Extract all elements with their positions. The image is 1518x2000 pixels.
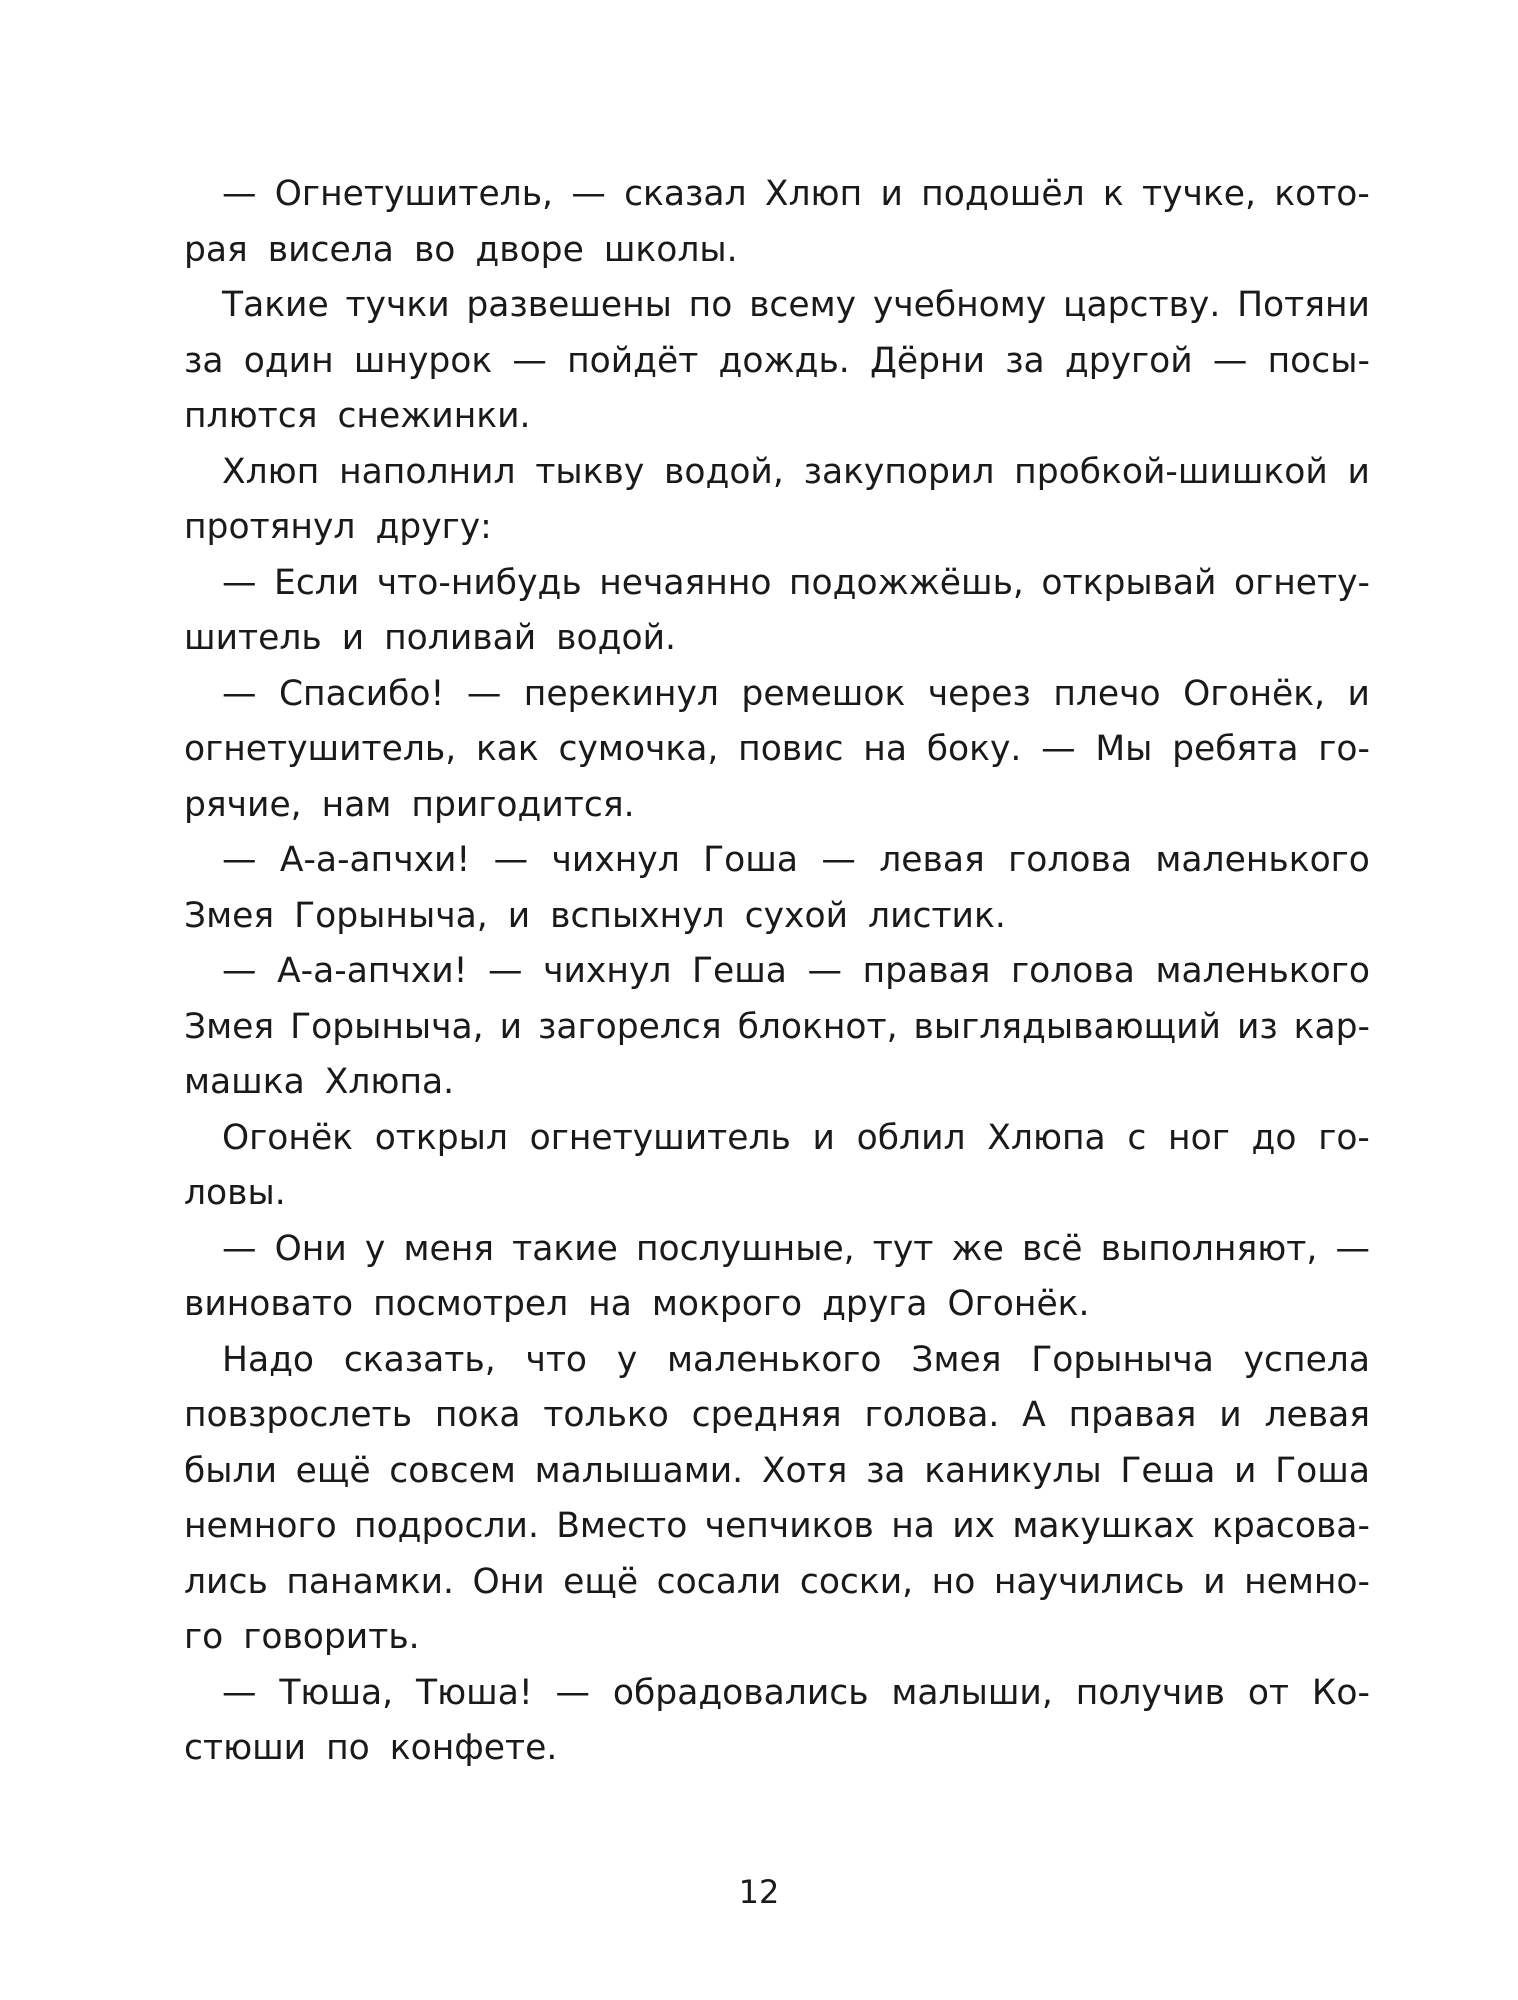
word: выглядывающий (913, 1006, 1221, 1047)
word: Горыныча (1031, 1339, 1214, 1380)
word: тучки (345, 285, 450, 325)
word: малышами. (534, 1450, 744, 1491)
word: выполняют, (1100, 1228, 1318, 1269)
word: ещё (295, 1450, 371, 1491)
word: водой. (556, 618, 676, 658)
text-line (184, 389, 1370, 445)
word: посы- (1267, 340, 1370, 381)
word: средняя (691, 1395, 842, 1435)
word: рая (184, 229, 248, 270)
word: конфете. (389, 1728, 558, 1768)
word: сказал (624, 174, 747, 214)
text-line (184, 722, 1370, 778)
word: другой (1064, 340, 1193, 381)
word: подошёл (921, 174, 1085, 214)
word: — (571, 174, 606, 214)
word: Тюша, (279, 1672, 394, 1713)
word: сказать, (343, 1339, 496, 1380)
word: меня (403, 1228, 494, 1269)
word: нечаянно (599, 562, 772, 603)
word: Змея (184, 895, 275, 936)
word: до (1251, 1117, 1297, 1158)
word: один (243, 340, 334, 381)
word: Геша (1120, 1450, 1216, 1491)
word: открывай (1041, 562, 1217, 603)
word: что (525, 1339, 588, 1380)
word: малыши, (891, 1672, 1053, 1713)
word: перекинул (523, 673, 719, 714)
word: го (184, 1617, 224, 1657)
text-line (184, 1610, 1370, 1666)
text-line (184, 1333, 1370, 1389)
word: макушках (1012, 1506, 1195, 1546)
word: Тюша! (416, 1672, 533, 1713)
word: сумочка, (558, 729, 719, 769)
word: повис (738, 729, 844, 769)
word: виновато (184, 1284, 354, 1324)
word: Хлюпа (987, 1117, 1106, 1158)
word: огнетушитель (529, 1117, 791, 1158)
word: — (821, 840, 856, 880)
word: шитель (184, 618, 322, 658)
text-line (184, 1666, 1370, 1722)
word: плечо (1053, 673, 1161, 714)
word: Ко- (1311, 1672, 1370, 1713)
word: стюши (184, 1728, 307, 1768)
text-line (184, 556, 1370, 612)
word: другу: (375, 507, 492, 547)
text-line (184, 1222, 1370, 1278)
word: — (1041, 729, 1076, 769)
word: всё (1021, 1228, 1083, 1269)
word: — (222, 951, 257, 991)
word: с (1127, 1117, 1147, 1158)
word: совсем (389, 1450, 516, 1491)
word: каникулы (924, 1450, 1102, 1491)
word: школы. (603, 229, 738, 270)
text-line (184, 1000, 1370, 1056)
word: Змея (184, 1006, 275, 1047)
text-line (184, 278, 1370, 334)
body-text (184, 167, 1370, 1777)
text-line (184, 1444, 1370, 1500)
word: Огонёк. (947, 1284, 1090, 1324)
word: повзрослеть (184, 1395, 413, 1435)
text-line (184, 1555, 1370, 1611)
word: водой, (664, 451, 784, 492)
word: открыл (374, 1117, 508, 1158)
word: во (413, 229, 456, 270)
text-line (184, 1166, 1370, 1222)
word: Хотя (761, 1450, 848, 1491)
word: тыкву (535, 451, 645, 492)
word: Огнетушитель, (274, 174, 554, 214)
word: за (1005, 340, 1045, 381)
word: загорелся (537, 1006, 722, 1047)
word: панамки. (286, 1561, 454, 1602)
word: успела (1243, 1339, 1370, 1380)
word: Они (472, 1561, 545, 1602)
word: го- (1318, 1117, 1370, 1158)
word: что-нибудь (376, 562, 582, 603)
word: научились (993, 1561, 1185, 1602)
word: и (812, 1117, 835, 1158)
word: А (1022, 1395, 1046, 1435)
word: и (1219, 1395, 1242, 1435)
word: чепчиков (704, 1506, 874, 1546)
word: подожжёшь, (789, 562, 1024, 603)
word: ещё (563, 1561, 639, 1602)
text-line (184, 223, 1370, 279)
word: только (543, 1395, 669, 1435)
word: висела (267, 229, 394, 270)
word: левая (1264, 1395, 1370, 1435)
word: сосали (656, 1561, 782, 1602)
text-line (184, 445, 1370, 501)
word: Надо (222, 1339, 315, 1380)
word: — (222, 840, 257, 880)
word: — (222, 174, 257, 214)
word: огнетушитель, (184, 729, 457, 769)
word: кото- (1274, 174, 1370, 214)
word: такие (512, 1228, 618, 1269)
word: — (555, 1672, 591, 1713)
word: снежинки. (337, 396, 531, 436)
word: — (222, 1672, 257, 1713)
word: тучке, (1142, 174, 1256, 214)
word: Горыныча, (294, 895, 488, 936)
word: немно- (1244, 1561, 1370, 1602)
word: на (891, 1506, 935, 1546)
word: блокнот, (737, 1006, 898, 1047)
word: шнурок (353, 340, 493, 381)
word: поливай (384, 618, 537, 658)
word: друга (822, 1284, 928, 1324)
word: лись (184, 1561, 268, 1602)
word: как (475, 729, 539, 769)
page-number: 12 (738, 1873, 780, 1911)
word: голова (1011, 951, 1135, 991)
word: вспыхнул (550, 895, 725, 936)
word: и (1234, 1450, 1257, 1491)
text-line (184, 1055, 1370, 1111)
word: голова. (864, 1395, 1000, 1435)
word: учебному (872, 285, 1047, 325)
word: на (588, 1284, 632, 1324)
word: за (866, 1450, 906, 1491)
word: листик. (868, 895, 1006, 936)
text-line (184, 833, 1370, 889)
word: наполнил (339, 451, 516, 492)
word: — (488, 951, 523, 991)
word: у (616, 1339, 638, 1380)
word: и (1347, 451, 1370, 492)
text-line (184, 1388, 1370, 1444)
word: на (863, 729, 907, 769)
word: Огонёк, (1183, 673, 1326, 714)
word: машка (184, 1062, 305, 1102)
word: развешены (466, 285, 672, 325)
word: по (688, 285, 733, 325)
word: Гоша (1275, 1450, 1370, 1491)
word: закупорил (803, 451, 995, 492)
text-line (184, 500, 1370, 556)
text-line (184, 167, 1370, 223)
word: голова (1008, 840, 1133, 880)
word: ловы. (184, 1173, 286, 1213)
word: и (880, 174, 903, 214)
word: маленького (1155, 951, 1370, 991)
text-line (184, 889, 1370, 945)
word: облил (856, 1117, 966, 1158)
text-line (184, 1277, 1370, 1333)
word: — (493, 840, 529, 880)
word: от (1247, 1672, 1290, 1713)
word: Хлюп (222, 451, 320, 492)
text-line (184, 1111, 1370, 1167)
word: сухой (744, 895, 849, 936)
word: А-а-апчхи! (279, 840, 471, 880)
word: ребята (1172, 729, 1299, 769)
word: Дёрни (869, 340, 985, 381)
word: пробкой-шишкой (1014, 451, 1328, 492)
word: нам (321, 784, 392, 825)
word: ног (1168, 1117, 1230, 1158)
word: к (1102, 174, 1124, 214)
word: соски, (799, 1561, 914, 1602)
word: были (184, 1450, 277, 1491)
word: — (222, 1228, 257, 1269)
word: у (364, 1228, 386, 1269)
word: Мы (1095, 729, 1153, 769)
word: боку. (926, 729, 1022, 769)
word: — (807, 951, 843, 991)
word: послушные, (635, 1228, 855, 1269)
word: левая (879, 840, 985, 880)
word: получив (1075, 1672, 1225, 1713)
word: но (931, 1561, 976, 1602)
word: маленького (1155, 840, 1370, 880)
word: Такие (222, 285, 329, 325)
word: — (466, 673, 502, 714)
word: за (184, 340, 224, 381)
text-line (184, 778, 1370, 834)
word: рячие, (184, 784, 302, 825)
word: Змея (911, 1339, 1002, 1380)
word: мокрого (651, 1284, 803, 1324)
word: немного (184, 1506, 337, 1546)
word: их (952, 1506, 996, 1546)
word: Если (274, 562, 360, 603)
word: говорить. (243, 1617, 420, 1657)
word: тут (872, 1228, 934, 1269)
word: красова- (1212, 1506, 1370, 1546)
word: обрадовались (612, 1672, 869, 1713)
text-line (184, 334, 1370, 390)
word: пока (434, 1395, 521, 1435)
word: дождь. (718, 340, 850, 381)
word: Геша (691, 951, 787, 991)
word: ремешок (741, 673, 906, 714)
word: Гоша (703, 840, 798, 880)
word: подросли. (354, 1506, 539, 1546)
word: — (1335, 1228, 1370, 1269)
word: А-а-апчхи! (277, 951, 468, 991)
word: Спасибо! (278, 673, 445, 714)
word: чихнул (543, 951, 672, 991)
word: — (222, 562, 257, 603)
word: Вместо (556, 1506, 688, 1546)
word: правая (862, 951, 991, 991)
word: Хлюпа. (324, 1062, 455, 1102)
text-line (184, 667, 1370, 723)
word: — (1212, 340, 1248, 381)
word: и (1203, 1561, 1226, 1602)
text-line (184, 611, 1370, 667)
word: Они (274, 1228, 347, 1269)
word: кар- (1293, 1006, 1370, 1047)
word: пригодится. (411, 784, 635, 825)
word: пойдёт (567, 340, 699, 381)
word: посмотрел (373, 1284, 569, 1324)
word: — (222, 673, 257, 714)
word: и (507, 895, 531, 936)
word: Хлюп (764, 174, 863, 214)
word: чихнул (551, 840, 680, 880)
word: и (341, 618, 365, 658)
word: правая (1068, 1395, 1197, 1435)
word: царству. (1063, 285, 1221, 325)
word: Горыныча, (290, 1006, 484, 1047)
word: всему (749, 285, 857, 325)
text-line (184, 944, 1370, 1000)
word: Потяни (1237, 285, 1370, 325)
word: Огонёк (222, 1117, 354, 1158)
word: из (1236, 1006, 1278, 1047)
word: плются (184, 396, 318, 436)
word: маленького (667, 1339, 882, 1380)
word: — (512, 340, 547, 381)
word: огнету- (1234, 562, 1370, 603)
word: дворе (475, 229, 584, 270)
word: же (951, 1228, 1004, 1269)
word: и (1347, 673, 1370, 714)
word: через (927, 673, 1031, 714)
word: го- (1318, 729, 1370, 769)
word: протянул (184, 507, 356, 547)
word: по (326, 1728, 370, 1768)
word: и (499, 1006, 523, 1047)
text-line (184, 1499, 1370, 1555)
text-line (184, 1721, 1370, 1777)
